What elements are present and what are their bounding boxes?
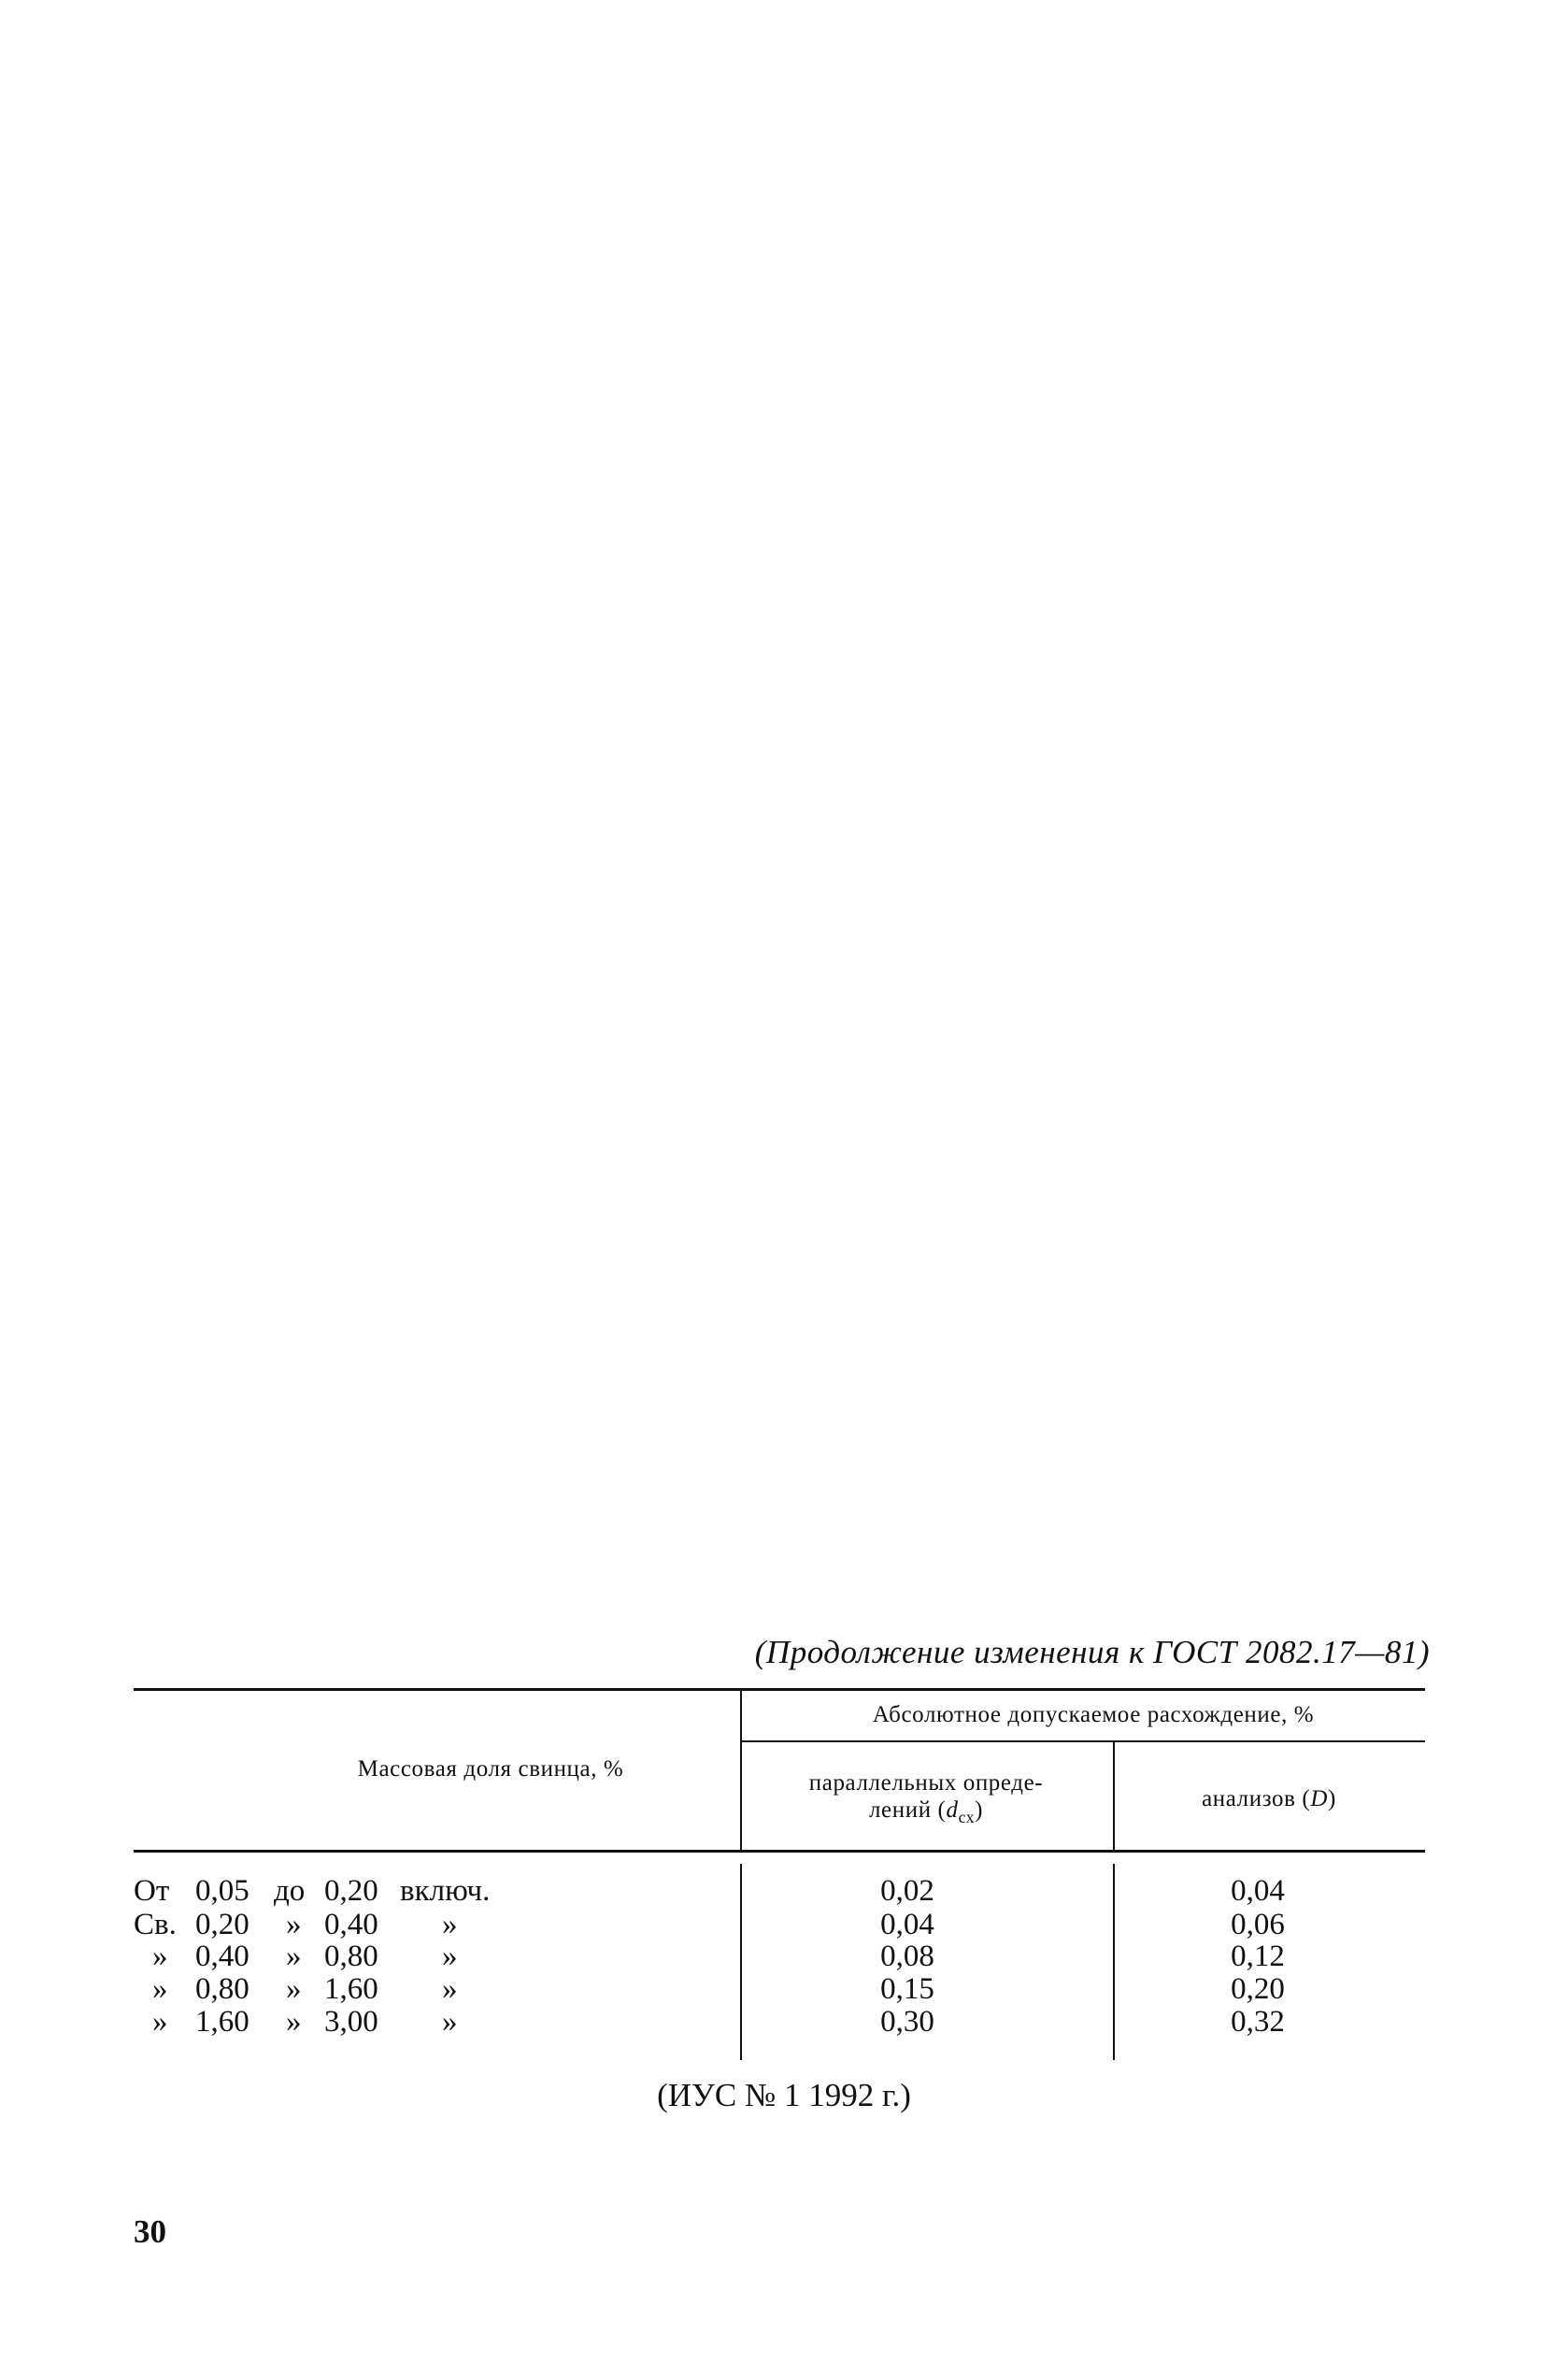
body-vertical-rule-1 (740, 1864, 742, 2060)
continuation-note: (Продолжение изменения к ГОСТ 2082.17—81) (754, 1634, 1430, 1670)
header-bottom-rule (134, 1850, 1425, 1853)
row-suffix: » (442, 2005, 458, 2039)
parallel-value: 0,15 (880, 1972, 934, 2006)
row-header: Массовая доля свинца, % (357, 1756, 624, 1782)
row-from: 0,40 (195, 1940, 249, 1973)
row-from: 1,60 (195, 2005, 249, 2039)
col-header-analyses: анализов (D) (1202, 1786, 1336, 1811)
row-mid: » (286, 1940, 302, 1973)
header-vertical-rule-1 (740, 1688, 742, 1851)
row-from: 0,20 (195, 1908, 249, 1941)
analyses-value: 0,04 (1231, 1874, 1285, 1908)
parallel-value: 0,02 (880, 1874, 934, 1908)
analyses-value: 0,06 (1231, 1908, 1285, 1941)
parallel-value: 0,30 (880, 2005, 934, 2039)
row-suffix: включ. (400, 1874, 491, 1908)
row-to: 0,40 (324, 1908, 378, 1941)
parallel-value: 0,04 (880, 1908, 934, 1941)
row-prefix: » (152, 1940, 168, 1973)
table-row (134, 1909, 732, 1941)
row-mid: до (274, 1874, 306, 1908)
row-to: 3,00 (324, 2005, 378, 2039)
row-prefix: От (134, 1874, 170, 1908)
analyses-value: 0,20 (1231, 1972, 1285, 2006)
row-suffix: » (442, 1908, 458, 1941)
parallel-value: 0,08 (880, 1940, 934, 1973)
table-row (134, 1973, 732, 2006)
group-header-rule (741, 1740, 1425, 1742)
row-prefix: Св. (134, 1908, 177, 1941)
analyses-value: 0,12 (1231, 1940, 1285, 1973)
row-from: 0,05 (195, 1874, 249, 1908)
row-suffix: » (442, 1940, 458, 1973)
row-to: 0,20 (324, 1874, 378, 1908)
row-prefix: » (152, 1972, 168, 2006)
row-mid: » (286, 1908, 302, 1941)
issue-reference: (ИУС № 1 1992 г.) (657, 2077, 911, 2113)
page-number: 30 (134, 2213, 166, 2250)
table-top-rule (134, 1688, 1425, 1691)
row-to: 1,60 (324, 1972, 378, 2006)
analyses-value: 0,32 (1231, 2005, 1285, 2039)
row-prefix: » (152, 2005, 168, 2039)
row-from: 0,80 (195, 1972, 249, 2006)
tolerance-table (134, 1688, 1425, 2060)
col-header-parallel: параллельных опреде- лений $(d_{сх})$ (808, 1770, 1044, 1826)
row-mid: » (286, 1972, 302, 2006)
header-vertical-rule-2 (1113, 1742, 1115, 1851)
body-vertical-rule-2 (1113, 1864, 1115, 2060)
row-to: 0,80 (324, 1940, 378, 1973)
table-row (134, 1875, 732, 1908)
row-mid: » (286, 2005, 302, 2039)
group-header: Абсолютное допускаемое расхождение, % (872, 1702, 1315, 1727)
row-suffix: » (442, 1972, 458, 2006)
table-row (134, 2006, 732, 2039)
table-row (134, 1940, 732, 1973)
